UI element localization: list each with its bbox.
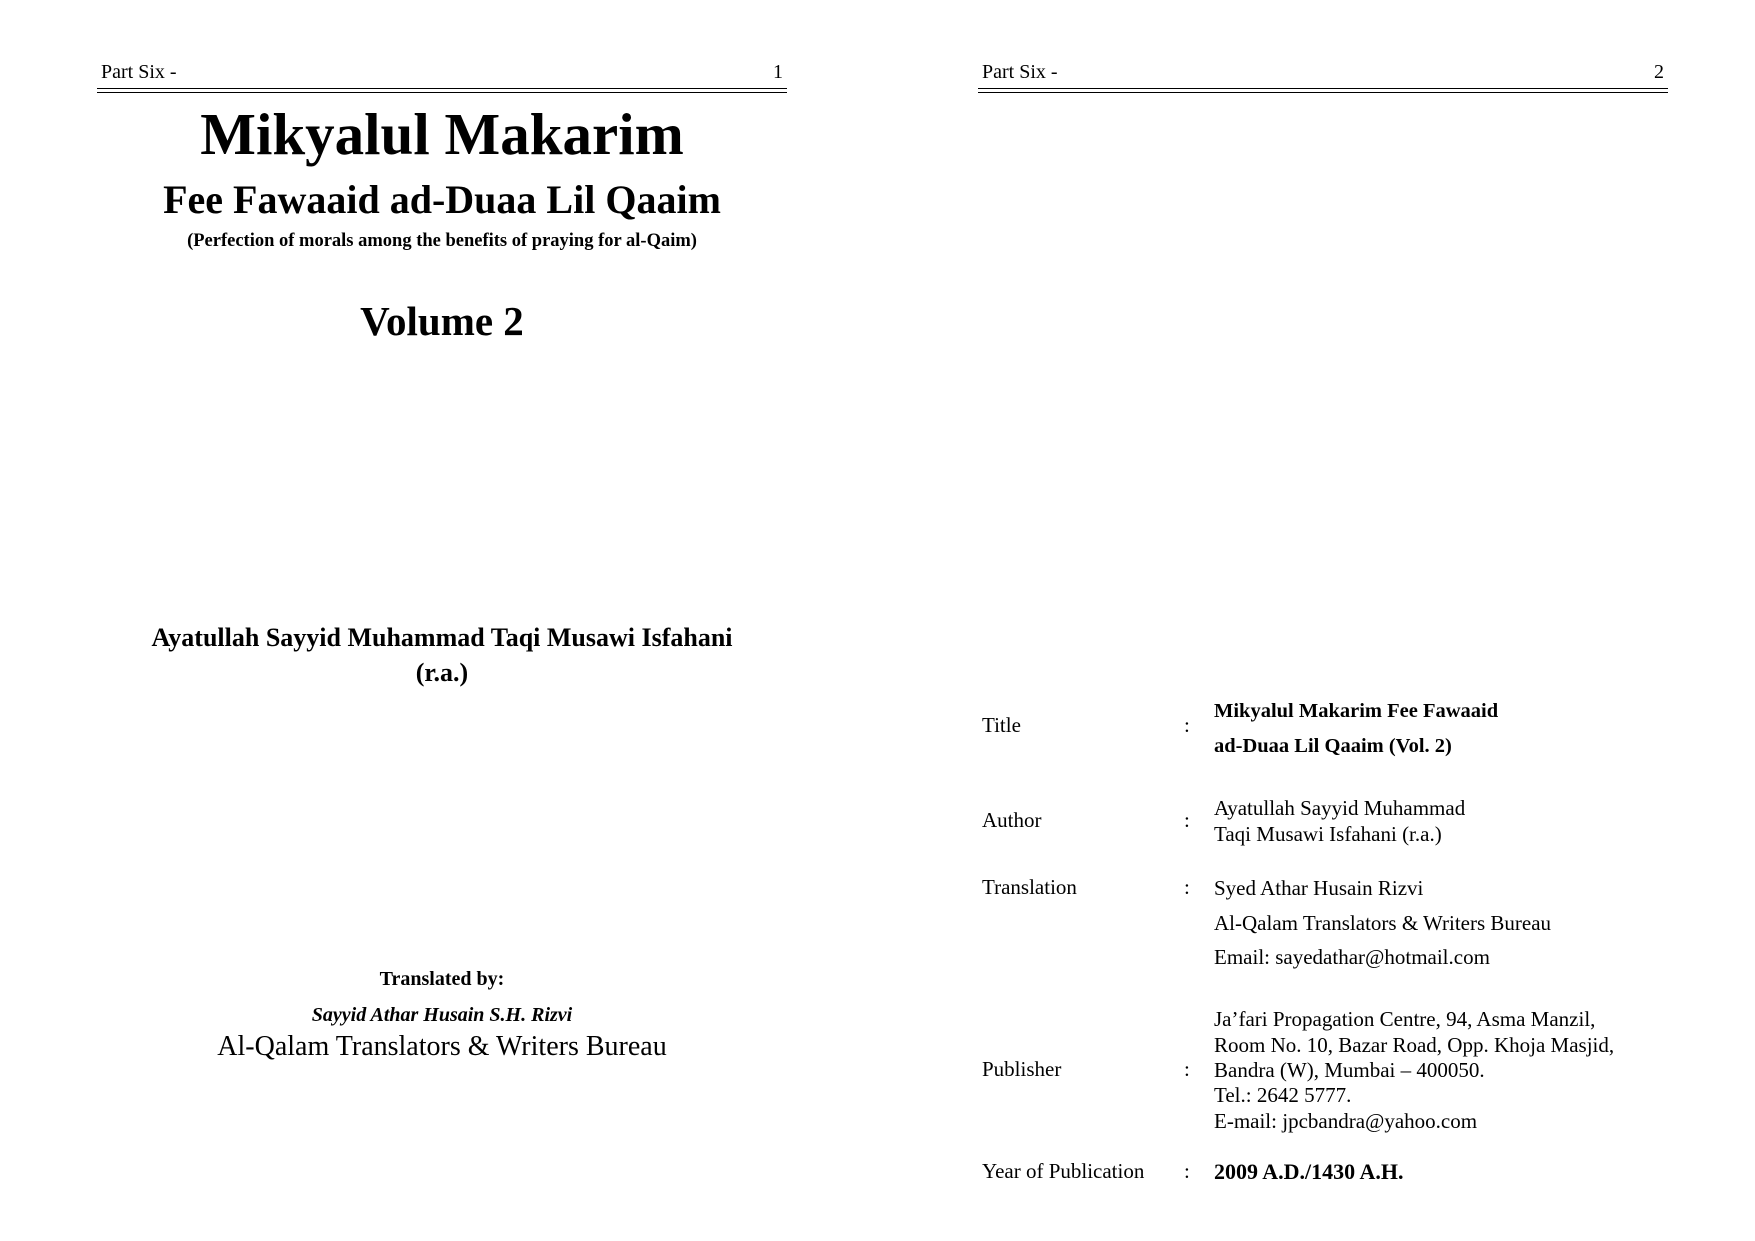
translator-name: Sayyid Athar Husain S.H. Rizvi (311, 1004, 573, 1026)
header-rule (97, 88, 787, 89)
bureau-name: Al-Qalam Translators & Writers Bureau (217, 1031, 667, 1062)
header-part-label: Part Six - (982, 61, 1058, 83)
header-rule (978, 88, 1668, 89)
colophon-year-value: 2009 A.D./1430 A.H. (1214, 1159, 1404, 1184)
page-header (97, 58, 787, 86)
colophon-translation-email: Email: sayedathar@hotmail.com (1214, 945, 1490, 969)
translated-by-label: Translated by: (379, 968, 505, 990)
colophon-publisher-line-2: Room No. 10, Bazar Road, Opp. Khoja Masjid, (1214, 1033, 1615, 1057)
colophon-separator: : (1184, 1057, 1190, 1081)
book-title: Mikyalul Makarim (200, 101, 684, 167)
header-part-label: Part Six - (101, 61, 177, 83)
colophon-translation-bureau: Al-Qalam Translators & Writers Bureau (1214, 911, 1552, 935)
header-rule (97, 92, 787, 93)
colophon-title-line-1: Mikyalul Makarim Fee Fawaaid (1214, 700, 1499, 722)
colophon-publisher-line-1: Ja’fari Propagation Centre, 94, Asma Manzil, (1214, 1007, 1596, 1031)
colophon-publisher-email: E-mail: jpcbandra@yahoo.com (1214, 1109, 1478, 1133)
colophon-publisher-label: Publisher (982, 1057, 1062, 1081)
colophon-title-line-2: ad-Duaa Lil Qaaim (Vol. 2) (1214, 735, 1452, 757)
colophon-translation-label: Translation (982, 875, 1077, 899)
colophon-separator: : (1184, 808, 1190, 832)
colophon-publisher-phone: Tel.: 2642 5777. (1214, 1083, 1352, 1107)
page-header (978, 58, 1668, 86)
colophon-separator: : (1184, 713, 1190, 737)
header-rule (978, 92, 1668, 93)
volume-label: Volume 2 (360, 298, 524, 344)
page-number: 1 (773, 61, 783, 83)
colophon-translator: Syed Athar Husain Rizvi (1214, 876, 1424, 900)
colophon-author-line-1: Ayatullah Sayyid Muhammad (1214, 796, 1466, 820)
book-description: (Perfection of morals among the benefits of praying for al-Qaim) (187, 231, 697, 251)
right-page (978, 0, 1668, 1241)
colophon-title-label: Title (982, 713, 1021, 737)
colophon-author-label: Author (982, 808, 1042, 832)
page-number: 2 (1654, 61, 1664, 83)
colophon-publisher-line-3: Bandra (W), Mumbai – 400050. (1214, 1058, 1485, 1082)
colophon-author-line-2: Taqi Musawi Isfahani (r.a.) (1214, 822, 1442, 846)
colophon-year-label: Year of Publication (982, 1159, 1145, 1183)
left-page (97, 0, 787, 1241)
book-subtitle: Fee Fawaaid ad-Duaa Lil Qaaim (163, 177, 721, 222)
author-name: Ayatullah Sayyid Muhammad Taqi Musawi Isfahani (151, 623, 733, 652)
colophon-separator: : (1184, 1159, 1190, 1183)
author-honorific: (r.a.) (415, 658, 469, 687)
colophon-separator: : (1184, 875, 1190, 899)
